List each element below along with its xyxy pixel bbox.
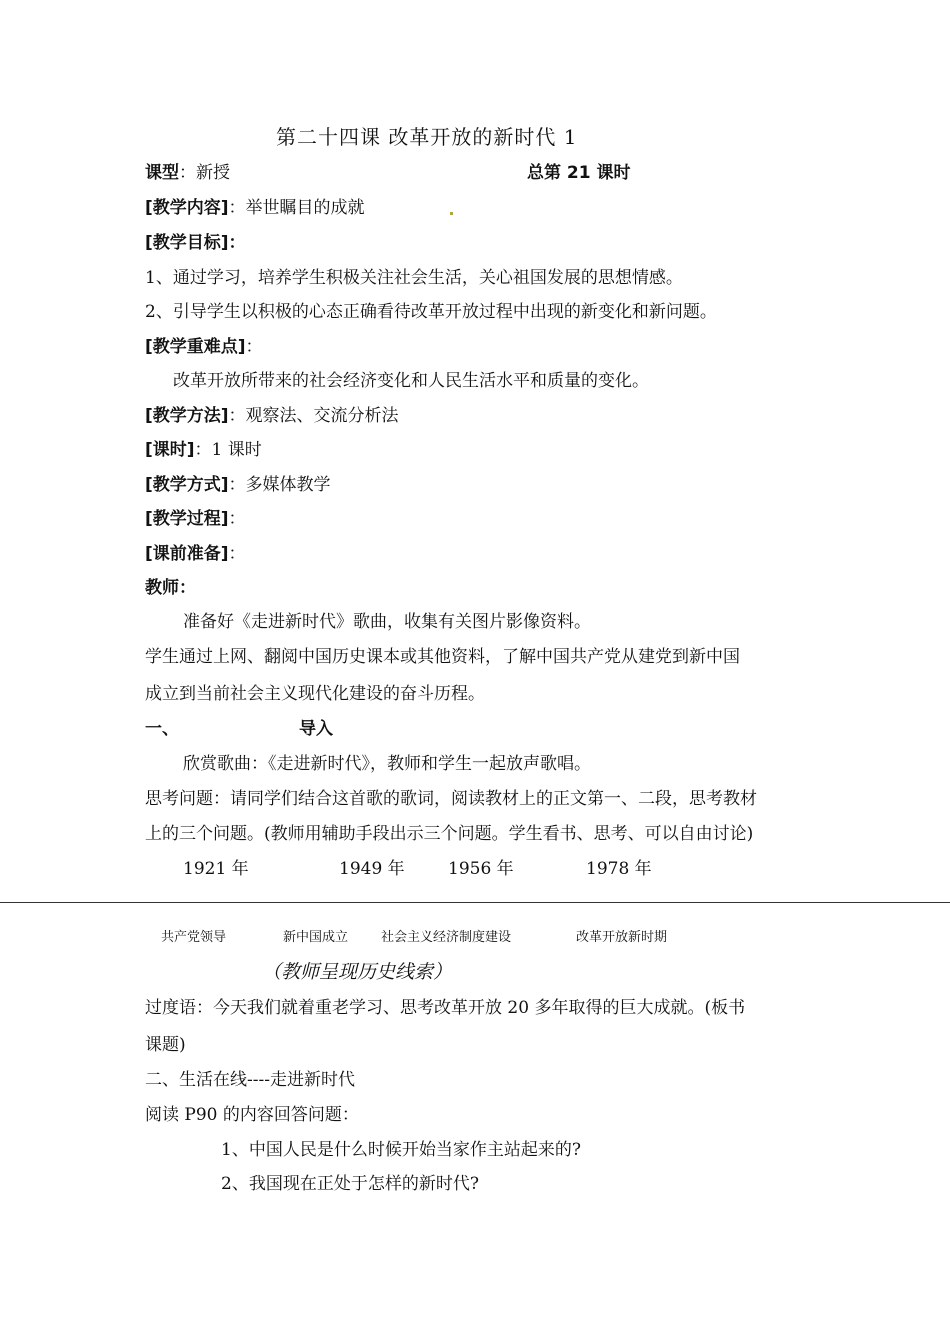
method-value: ：观察法、交流分析法 [228, 406, 399, 426]
method-label: [教学方法] [145, 406, 229, 426]
key-points-colon: ： [245, 337, 263, 357]
timeline-event: 社会主义经济制度建设 [381, 930, 512, 945]
timeline-year: 1956 年 [448, 859, 514, 879]
timeline-rule [0, 902, 950, 903]
prep-colon: ： [228, 544, 246, 564]
mode-value: ：多媒体教学 [228, 475, 331, 495]
method-line [145, 404, 399, 428]
mode-label: [教学方式] [145, 475, 229, 495]
period-total: 总第 21 课时 [527, 163, 631, 183]
process-label: [教学过程] [145, 509, 229, 529]
timeline-event: 共产党领导 [161, 930, 227, 945]
content-value: ：举世瞩目的成就 [228, 198, 365, 218]
process-line [145, 507, 246, 531]
question-2: 2、我国现在正处于怎样的新时代? [221, 1174, 479, 1194]
teacher-label: 教师： [145, 578, 196, 598]
key-points-text: 改革开放所带来的社会经济变化和人民生活水平和质量的变化。 [173, 371, 649, 391]
transition-2: 课题) [145, 1035, 186, 1055]
hours-line [145, 438, 262, 462]
section2-heading: 二、生活在线----走进新时代 [145, 1070, 355, 1090]
prep-label: [课前准备] [145, 544, 229, 564]
teacher-text: 准备好《走进新时代》歌曲，收集有关图片影像资料。 [183, 612, 591, 632]
process-colon: ： [228, 509, 246, 529]
content-label: [教学内容] [145, 198, 229, 218]
think-text-1: 思考问题：请同学们结合这首歌的歌词，阅读教材上的正文第一、二段，思考教材 [145, 789, 757, 809]
goals-label: [教学目标]： [145, 233, 246, 253]
timeline-year: 1949 年 [339, 859, 405, 879]
prep-line [145, 542, 246, 566]
key-points-line [145, 335, 263, 359]
section1-num: 一、 [145, 719, 179, 739]
course-type-line [145, 161, 230, 185]
student-text-1: 学生通过上网、翻阅中国历史课本或其他资料，了解中国共产党从建党到新中国 [145, 647, 740, 667]
timeline-event: 新中国成立 [283, 930, 349, 945]
timeline-caption: （教师呈现历史线索） [262, 961, 453, 983]
course-type-value: ：新授 [179, 163, 230, 183]
student-text-2: 成立到当前社会主义现代化建设的奋斗历程。 [145, 684, 485, 704]
page-title: 第二十四课 改革开放的新时代 1 [276, 125, 578, 149]
goal-1: 1、通过学习，培养学生积极关注社会生活，关心祖国发展的思想情感。 [145, 268, 683, 288]
timeline-event: 改革开放新时期 [576, 930, 668, 945]
stray-dot [450, 212, 453, 215]
timeline-year: 1921 年 [183, 859, 249, 879]
mode-line [145, 473, 331, 497]
read-text: 阅读 P90 的内容回答问题： [145, 1105, 359, 1125]
think-text-2: 上的三个问题。(教师用辅助手段出示三个问题。学生看书、思考、可以自由讨论) [145, 824, 754, 844]
transition-1: 过度语：今天我们就着重老学习、思考改革开放 20 多年取得的巨大成就。(板书 [145, 998, 746, 1018]
course-type-label: 课型 [145, 163, 179, 183]
goal-2: 2、引导学生以积极的心态正确看待改革开放过程中出现的新变化和新问题。 [145, 302, 717, 322]
question-1: 1、中国人民是什么时候开始当家作主站起来的? [221, 1140, 581, 1160]
hours-label: [课时] [145, 440, 195, 460]
content-line [145, 196, 365, 220]
key-points-label: [教学重难点] [145, 337, 246, 357]
section1-title: 导入 [299, 719, 333, 739]
song-text: 欣赏歌曲：《走进新时代》，教师和学生一起放声歌唱。 [183, 754, 591, 774]
hours-value: ：1 课时 [194, 440, 262, 460]
timeline-year: 1978 年 [586, 859, 652, 879]
